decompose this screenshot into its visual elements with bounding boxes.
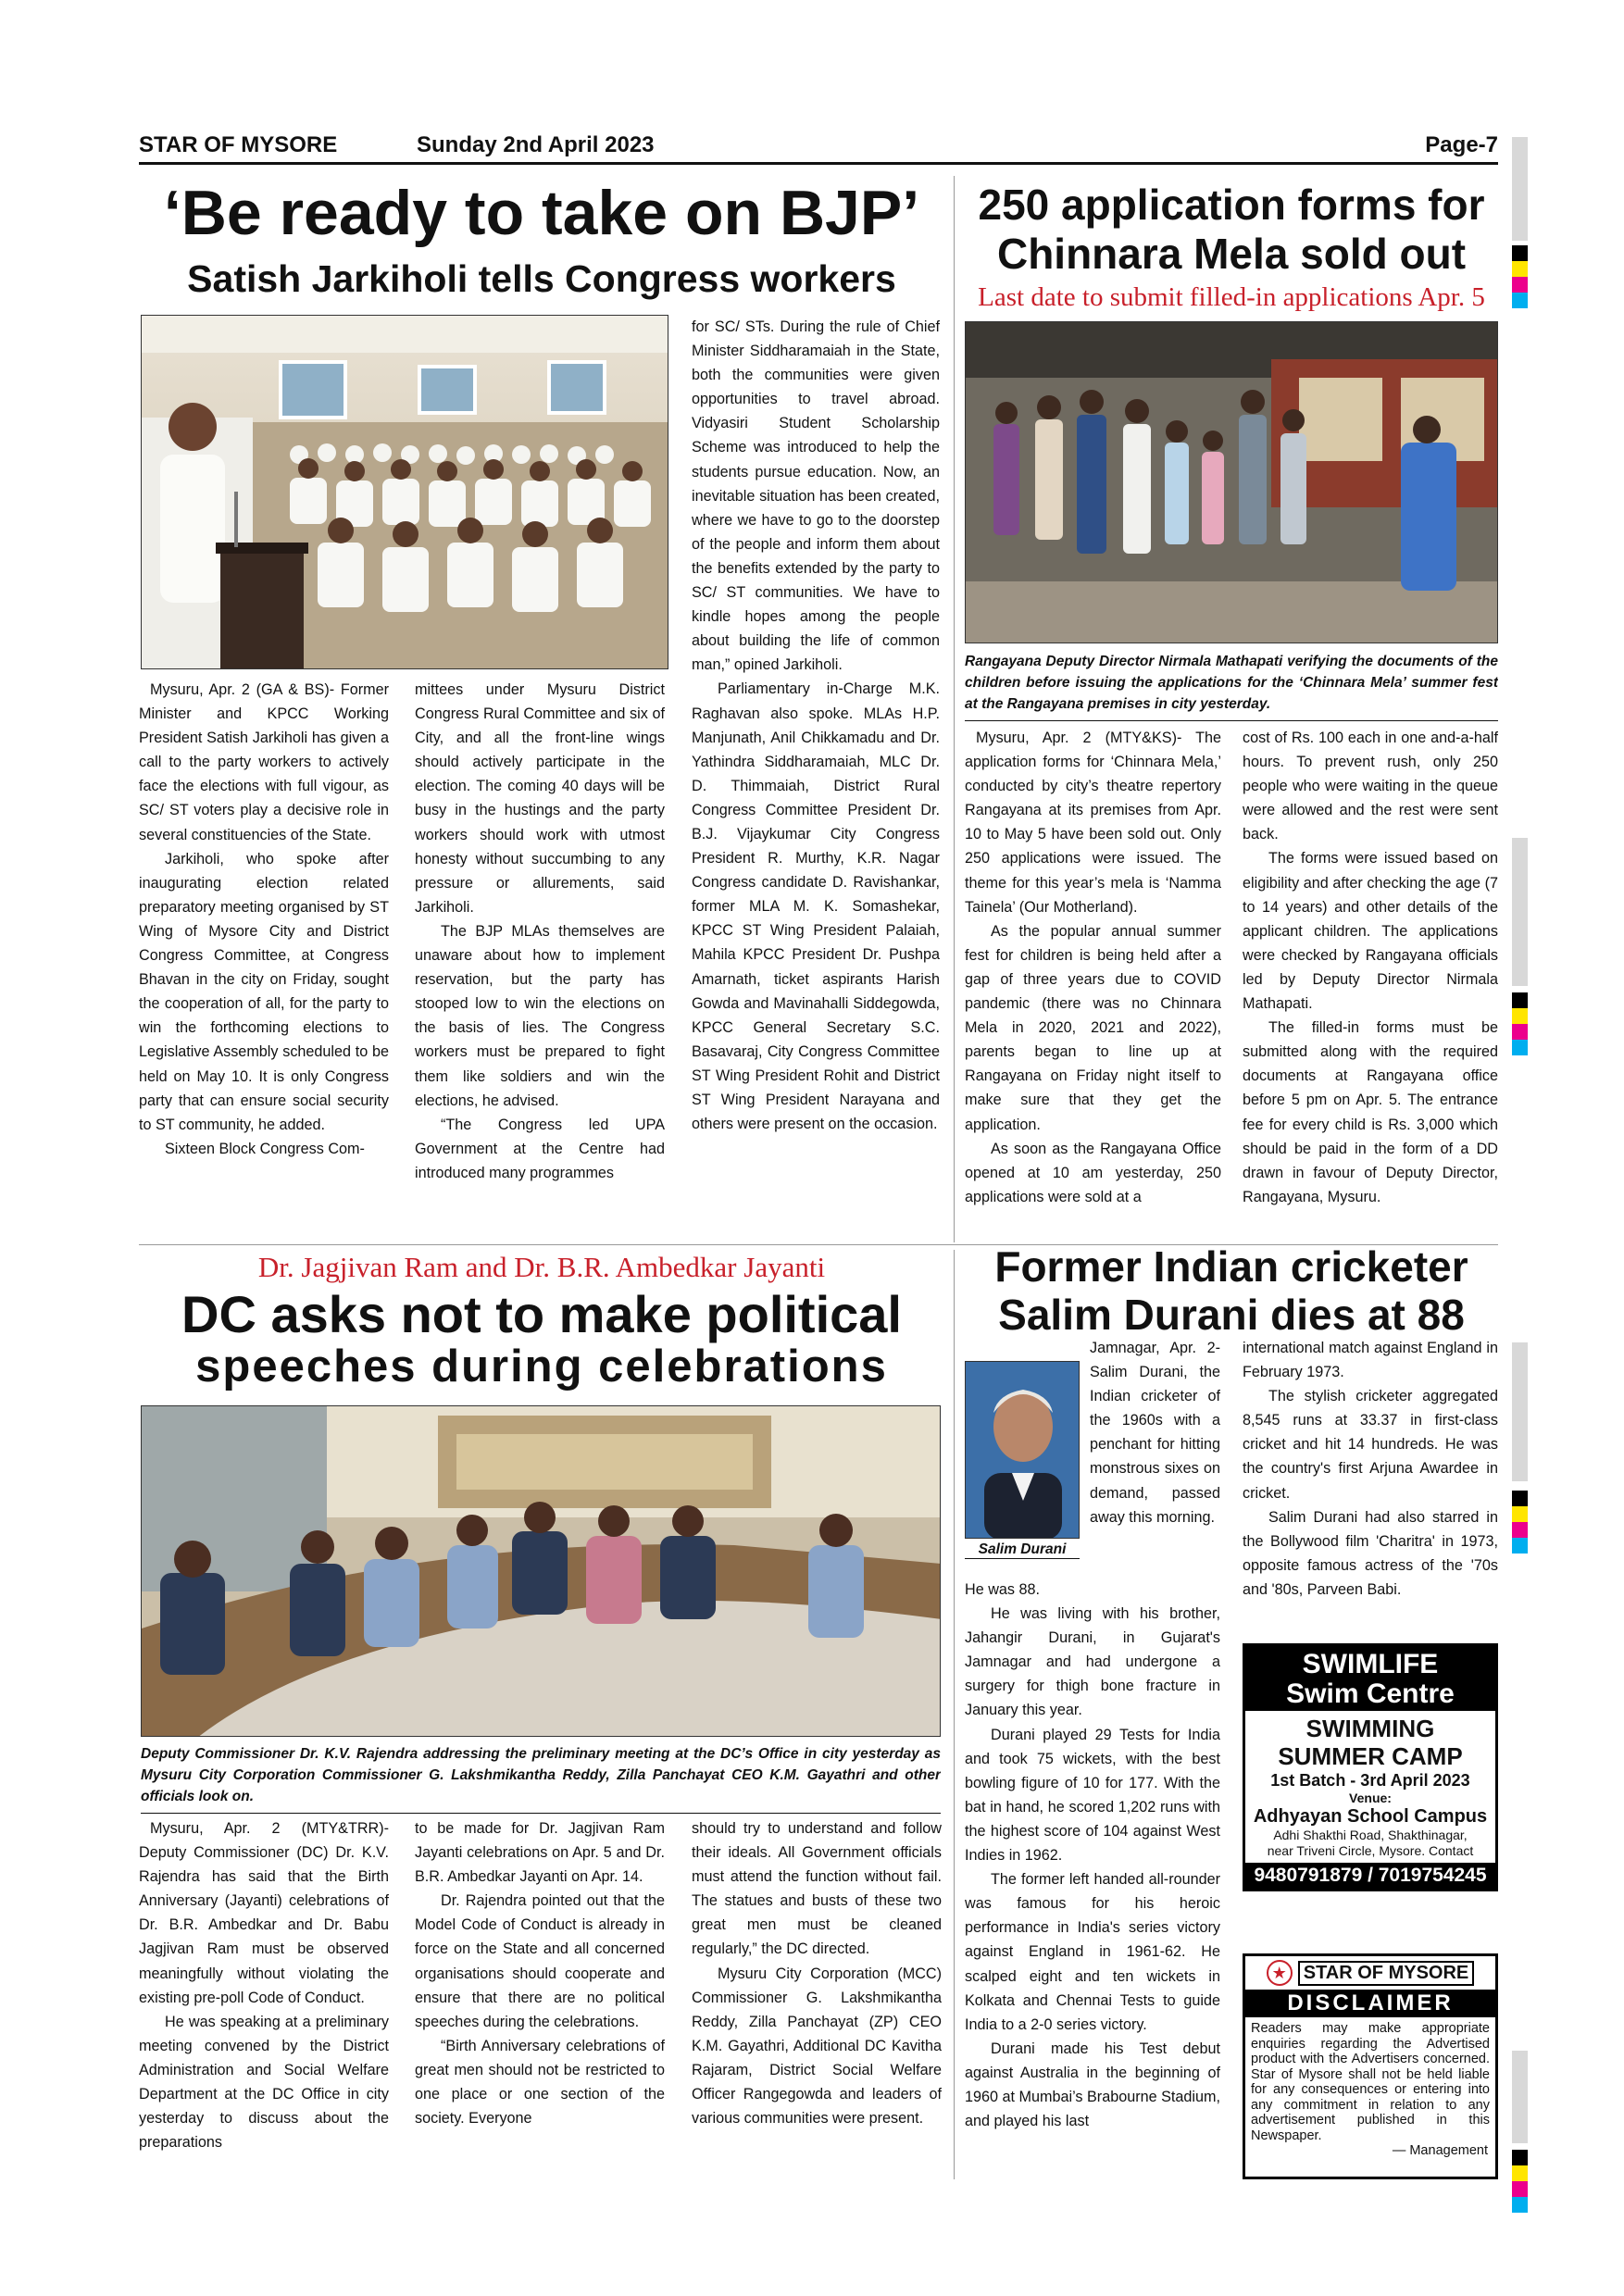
article2-paragraph: Mysuru, Apr. 2 (MTY&KS)- The application forms for ‘Chinnara Mela,’ conducted by city’s theatre repertory Rangayana at its premises from Apr. 10 to May 5 have been sold out. Only 250 applications were issued. The theme for this year’s mela is ‘Namma Tainela’ (Our Motherland).: [965, 730, 1221, 916]
photo-dc-meeting: [141, 1405, 941, 1737]
color-registration-marks-4: [1512, 2150, 1528, 2213]
header-rule: [139, 162, 1498, 165]
article1-headline: ‘Be ready to take on BJP’: [163, 178, 920, 248]
swimlife-advertisement: [1243, 1643, 1498, 1891]
article4-paragraph: Durani played 29 Tests for India and took 75 wickets, with the best bowling figure of 10 for 177. With the bat in hand, he scored 1,202 runs with the highest score of 104 against West Indies in 1962.: [965, 1726, 1220, 1865]
article4-column-2: [1243, 1336, 1498, 1614]
article3-paragraph: He was speaking at a preliminary meeting convened by the District Administration and Social Welfare Department at the DC Office in city yesterday to discuss about the preparations: [139, 2013, 389, 2152]
article1-column-2: [415, 678, 665, 1242]
article4-paragraph: The former left handed all-rounder was famous for his heroic performance in India's series victory against England in 1961-62. He scalped eight and ten wickets in Kolkata and Chennai Tests to guide India to a 2-0 series victory.: [965, 1871, 1220, 2033]
photo-rangayana-queue: [965, 321, 1498, 643]
salim-durani-photo-caption: Salim Durani: [965, 1541, 1080, 1559]
article3-column-1: [139, 1816, 389, 2179]
article1-subhead: Satish Jarkiholi tells Congress workers: [187, 257, 896, 300]
article4-paragraph: The stylish cricketer aggregated 8,545 runs at 33.37 in first-class cricket and hit 14 hundreds. He was the country's first Arjuna Awardee in cricket.: [1243, 1388, 1498, 1502]
color-registration-marks-1: [1512, 245, 1528, 308]
disclaimer-signoff: — Management: [1392, 2143, 1488, 2158]
margin-grey-bar-mid: [1512, 838, 1528, 986]
article3-kicker: Dr. Jagjivan Ram and Dr. B.R. Ambedkar Jayanti: [257, 1251, 826, 1283]
article3-paragraph: to be made for Dr. Jagjivan Ram Jayanti celebrations on Apr. 5 and Dr. B.R. Ambedkar Jayanti on Apr. 14.: [415, 1820, 665, 1886]
disclaimer-title: DISCLAIMER: [1245, 1990, 1495, 2017]
photo-salim-durani: [965, 1361, 1080, 1539]
disclaimer-brand: STAR OF MYSORE: [1298, 1961, 1475, 1986]
article2-paragraph: As the popular annual summer fest for children is being held after a gap of three years due to COVID pandemic (there was no Chinnara Mela in 2020, 2021 and 2022), parents began to line up at Rangayana on Friday night itself to make sure that they get the application.: [965, 922, 1221, 1133]
article1-column-3: [692, 315, 940, 1242]
article4-wrap-text: [1090, 1336, 1220, 1578]
photo-rangayana-queue-graphic: [966, 322, 1498, 643]
article2-photo-caption: Rangayana Deputy Director Nirmala Mathapati verifying the documents of the children before issuing the applications for the ‘Chinnara Mela’ summer fest at the Rangayana premises in city yesterday.: [965, 654, 1498, 712]
folio-date: Sunday 2nd April 2023: [417, 132, 655, 157]
article2-paragraph: The filled-in forms must be submitted along with the required documents at Rangayana office before 5 pm on Apr. 5. The entrance fee for every child is Rs. 3,000 which should be paid in the form of a DD drawn in favour of Deputy Director, Rangayana, Mysuru.: [1243, 1019, 1498, 1205]
ad-address-line2: near Triveni Circle, Mysore. Contact: [1267, 1843, 1474, 1858]
ad-camp-line1: SWIMMING: [1305, 1715, 1435, 1742]
article4-paragraph: international match against England in February 1973.: [1243, 1340, 1498, 1381]
margin-grey-bar-bottom: [1512, 2051, 1528, 2143]
color-registration-marks-2: [1512, 992, 1528, 1055]
ad-brand-line2: Swim Centre: [1286, 1678, 1455, 1709]
article3-headline-line1: DC asks not to make political: [181, 1285, 902, 1343]
ad-brand-banner: [1245, 1646, 1495, 1711]
article4-paragraph: Salim Durani had also starred in the Bollywood film 'Charitra' in 1973, opposite famous actress of the '70s and '80s, Parveen Babi.: [1243, 1508, 1498, 1598]
folio-paper-name: STAR OF MYSORE: [139, 132, 338, 157]
article2-paragraph: cost of Rs. 100 each in one and-a-half hours. To prevent rush, only 250 people who were waiting in the queue were allowed and the rest were sent back.: [1243, 730, 1498, 843]
star-of-mysore-emblem-icon: ★: [1267, 1960, 1293, 1986]
article2-headline-line2: Chinnara Mela sold out: [996, 230, 1467, 278]
article2-paragraph: The forms were issued based on eligibility and after checking the age (7 to 14 years) and other details of the applicant children. The applications were checked by Rangayana officials led by Deputy Director Nirmala Mathapati.: [1243, 850, 1498, 1013]
ad-phone: 9480791879 / 7019754245: [1245, 1863, 1495, 1889]
article4-headline-line1: Former Indian cricketer: [994, 1242, 1468, 1291]
article4-headline-line2: Salim Durani dies at 88: [998, 1291, 1465, 1339]
article1-paragraph: “The Congress led UPA Government at the Centre had introduced many programmes: [415, 1116, 665, 1181]
ad-brand-line1: SWIMLIFE: [1302, 1649, 1439, 1679]
article3-paragraph: Dr. Rajendra pointed out that the Model Code of Conduct is already in force on the State and all concerned organisations should cooperate and ensure that there are no political speeches during the celebrations.: [415, 1892, 665, 2030]
article3-paragraph: Mysuru City Corporation (MCC) Commissioner G. Lakshmikantha Reddy, Zilla Panchayat (ZP) CEO K.M. Gayathri, Additional DC Kavitha Rajaram, District Social Welfare Officer Rangegowda and leaders of various communities were present.: [692, 1965, 942, 2128]
article4-paragraph: Durani made his Test debut against Australia in the beginning of 1960 at Mumbai’s Brabourne Stadium, and played his last: [965, 2040, 1220, 2130]
column-divider-top: [954, 176, 955, 1242]
article2-headline-line1: 250 application forms for: [978, 181, 1485, 229]
color-registration-marks-3: [1512, 1491, 1528, 1554]
ad-venue-label: Venue:: [1349, 1791, 1392, 1805]
photo-congress-meeting-graphic: [142, 316, 668, 669]
article3-column-3: [692, 1816, 942, 2179]
article1-paragraph: Parliamentary in-Charge M.K. Raghavan also spoke. MLAs H.P. Manjunath, Anil Chikkamadu and Dr. Yathindra Siddharamaiah, MLC Dr. D. Thimmaiah, District Rural Congress Committee President Dr. B.J. Vijaykumar City Congress President R. Murthy, K.R. Nagar Congress candidate D. Ravishankar, former MLA M. K. Somashekar, KPCC ST Wing President Palaiah, Mahila KPCC President Dr. Pushpa Amarnath, ticket aspirants Harish Gowda and Mavinahalli Siddegowda, KPCC General Secretary S.C. Basavaraj, City Congress Committee ST Wing President Rohit and District ST Wing President Narayana and others were present on the occasion.: [692, 680, 940, 1133]
article4-paragraph: He was living with his brother, Jahangir Durani, in Gujarat's Jamnagar and had undergone a surgery for thigh bone fracture in January this year.: [965, 1605, 1220, 1719]
ad-batch-date: 1st Batch - 3rd April 2023: [1270, 1771, 1470, 1790]
article4-paragraph: Jamnagar, Apr. 2- Salim Durani, the Indian cricketer of the 1960s with a penchant for hitting monstrous sixes on demand, passed away this morning.: [1090, 1340, 1220, 1526]
article4-column-1: [965, 1578, 1220, 2179]
article2-paragraph: As soon as the Rangayana Office opened at 10 am yesterday, 250 applications were sold at a: [965, 1140, 1221, 1205]
article1-paragraph: Mysuru, Apr. 2 (GA & BS)- Former Minister and KPCC Working President Satish Jarkiholi has given a call to the party workers to actively face the elections with full vigour, as SC/ ST voters play a decisive role in several constituencies of the State.: [139, 681, 389, 843]
article3-headline-line2: speeches during celebrations: [195, 1341, 888, 1391]
margin-grey-bar-top: [1512, 137, 1528, 241]
article3-photo-caption: Deputy Commissioner Dr. K.V. Rajendra addressing the preliminary meeting at the DC’s Office in city yesterday as Mysuru City Corporation Commissioner G. Lakshmikantha Reddy, Zilla Panchayat CEO K.M. Gayathri and other officials look on.: [141, 1746, 941, 1804]
article2-deck: Last date to submit filled-in applications Apr. 5: [978, 282, 1485, 312]
margin-grey-bar-low: [1512, 1342, 1528, 1481]
disclaimer-text: Readers may make appropriate enquiries regarding the Advertised product with the Advertisers concerned. Star of Mysore shall not be held liable for any consequences or entering into any commitment in relation to any advertisement published in this Newspaper.: [1251, 2021, 1490, 2143]
photo-dc-meeting-graphic: [142, 1406, 941, 1737]
article1-paragraph: Sixteen Block Congress Com-: [165, 1140, 365, 1157]
photo-salim-durani-graphic: [966, 1362, 1080, 1539]
ad-venue: Adhyayan School Campus: [1253, 1806, 1488, 1827]
article2-column-2: [1243, 726, 1498, 1242]
article2-caption-rule: [965, 720, 1498, 721]
article3-paragraph: “Birth Anniversary celebrations of great men should not be restricted to one place or one section of the society. Everyone: [415, 2037, 665, 2128]
article1-paragraph: mittees under Mysuru District Congress Rural Committee and six of City, and all the front-line wings should actively participate in the election. The coming 40 days will be busy in the hustings and the party workers should work with utmost honesty without succumbing to any pressure or allurements, said Jarkiholi.: [415, 681, 665, 916]
ad-camp-line2: SUMMER CAMP: [1278, 1742, 1463, 1770]
folio-page-number: Page-7: [1425, 132, 1498, 157]
column-divider-bottom: [954, 1250, 955, 2179]
article2-column-1: [965, 726, 1221, 1242]
article1-paragraph: Jarkiholi, who spoke after inaugurating election related preparatory meeting organised by ST Wing of Mysore City and District Congress Committee, at Congress Bhavan in the city on Friday, sought the cooperation of all, for the party to win the forthcoming elections to Legislative Assembly scheduled to be held on May 10. It is only Congress party that can ensure social security to ST community, he added.: [139, 850, 389, 1133]
disclaimer-box: [1243, 1953, 1498, 2179]
article1-paragraph: for SC/ STs. During the rule of Chief Minister Siddharamaiah in the State, both the communities were given opportunities to travel abroad. Vidyasiri Student Scholarship Scheme was introduced to help the students pursue education. Now, an inevitable situation has been created, where we have to go to the doorstep of the people and inform them about the benefits extended by the party to SC/ ST communities. We have to kindle hopes among the people about building the life of common man,” opined Jarkiholi.: [692, 318, 940, 674]
article3-paragraph: should try to understand and follow their ideals. All Government officials must attend the function without fail. The statues and busts of these two great men must be cleaned regularly,” the DC directed.: [692, 1820, 942, 1958]
ad-address-line1: Adhi Shakthi Road, Shakthinagar,: [1273, 1828, 1468, 1842]
photo-congress-meeting: [141, 315, 668, 669]
article3-caption-rule: [141, 1813, 941, 1814]
article1-column-1: [139, 678, 389, 1242]
article3-column-2: [415, 1816, 665, 2179]
article1-paragraph: The BJP MLAs themselves are unaware about how to implement reservation, but the party has stooped low to win the elections on the basis of lies. The Congress workers must be prepared to fight them like soldiers and win the elections, he advised.: [415, 922, 665, 1109]
article3-paragraph: Mysuru, Apr. 2 (MTY&TRR)- Deputy Commissioner (DC) Dr. K.V. Rajendra has said that the Birth Anniversary (Jayanti) celebrations of Dr. B.R. Ambedkar and Dr. Babu Jagjivan Ram must be observed meaningfully without violating the existing pre-poll Code of Conduct.: [139, 1820, 389, 2006]
article4-paragraph: He was 88.: [965, 1581, 1040, 1598]
